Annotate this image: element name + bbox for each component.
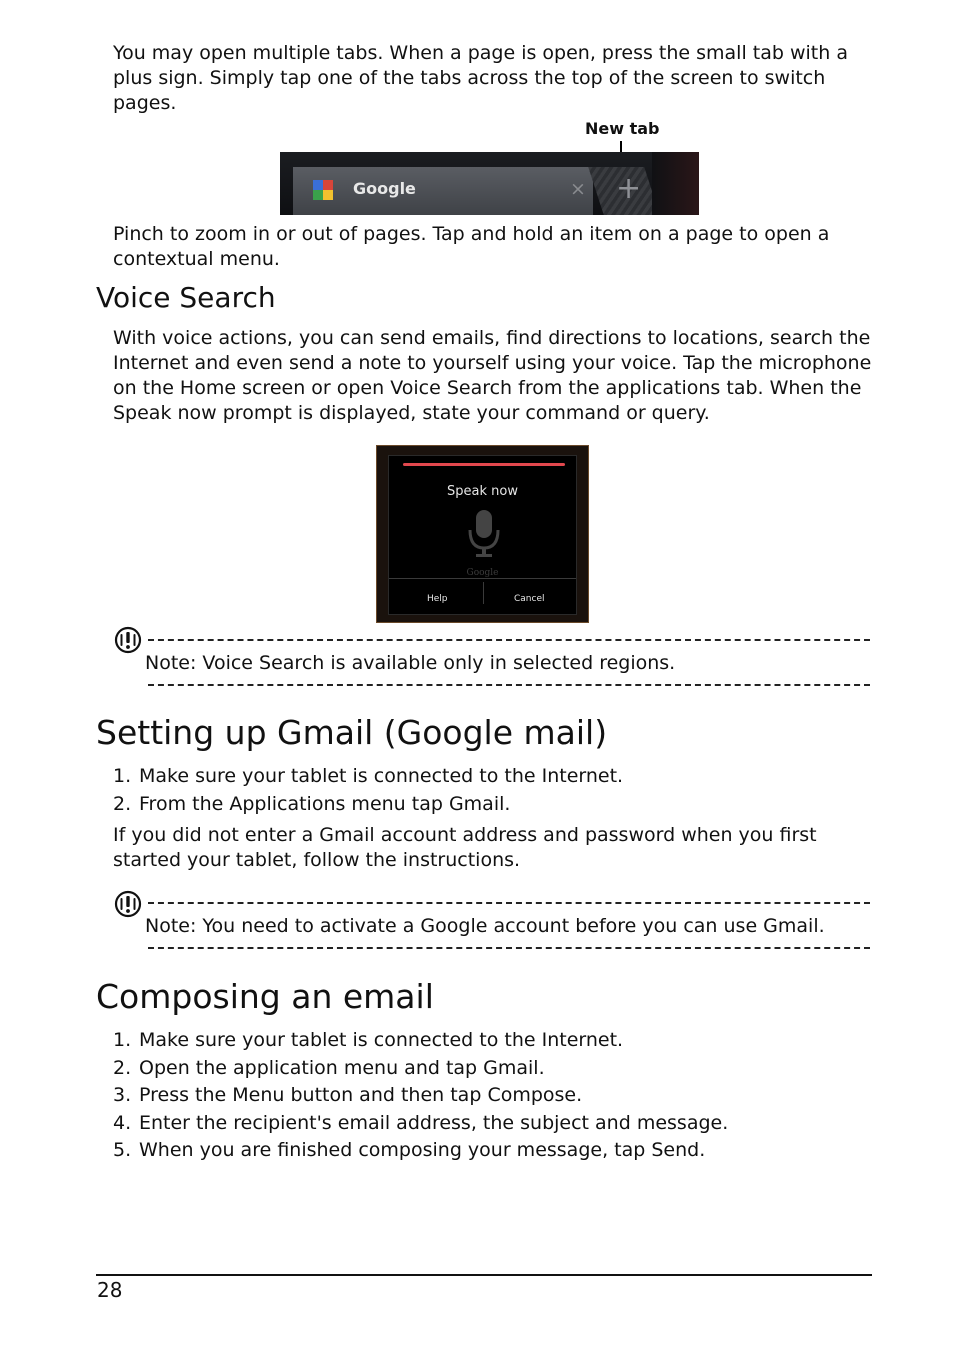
tab-title: Google [353, 179, 416, 198]
note-bottom-rule [148, 947, 870, 949]
voice-search-dialog-image [376, 445, 589, 623]
help-button: Help [427, 594, 448, 604]
speak-now-title: Speak now [447, 484, 518, 499]
close-icon: × [570, 178, 586, 200]
browser-tab [293, 167, 593, 215]
composing-heading: Composing an email [96, 977, 434, 1016]
note-top-rule [148, 902, 870, 904]
list-item: 2. From the Applications menu tap Gmail. [113, 792, 511, 815]
gmail-setup-heading: Setting up Gmail (Google mail) [96, 713, 608, 752]
list-item: 2. Open the application menu and tap Gmail. [113, 1056, 545, 1079]
list-item: 4. Enter the recipient's email address, the subject and message. [113, 1111, 729, 1134]
note-warning-icon [114, 626, 142, 654]
gmail-note: Note: You need to activate a Google account before you can use Gmail. [145, 915, 825, 937]
compose-steps-list [113, 1027, 873, 1165]
new-tab-callout: New tab [585, 119, 660, 138]
voice-search-heading: Voice Search [96, 281, 276, 314]
list-item: 1. Make sure your tablet is connected to the Internet. [113, 765, 624, 787]
voice-note: Note: Voice Search is available only in selected regions. [145, 652, 676, 674]
plus-icon: + [616, 171, 642, 206]
note-warning-icon [114, 890, 142, 918]
list-item: 5. When you are finished composing your message, tap Send. [113, 1139, 706, 1161]
gmail-steps-list [113, 763, 873, 818]
gmail-paragraph: If you did not enter a Gmail account address and password when you first started your tablet, follow the instructions. [113, 824, 817, 871]
list-item: 1. Make sure your tablet is connected to the Internet. [113, 1029, 624, 1051]
note-top-rule [148, 639, 870, 641]
cancel-button: Cancel [514, 594, 545, 604]
browser-tab-bar-image [280, 152, 699, 215]
microphone-icon [467, 510, 501, 560]
listening-bar [403, 463, 565, 466]
google-favicon-icon [313, 180, 333, 200]
page-number: 28 [97, 1278, 123, 1302]
google-brand: Google [466, 568, 499, 578]
voice-search-paragraph: With voice actions, you can send emails, find directions to locations, search the Internet and even send a note to yourself using your voice. Tap the microphone on the Home screen or open Voice Search from the applications tab. When the Speak now prompt is displayed, state your command or query. [113, 327, 872, 424]
footer-rule [96, 1274, 872, 1276]
intro-paragraph: You may open multiple tabs. When a page is open, press the small tab with a plus sign. Simply tap one of the tabs across the top of the screen to switch pages. [113, 42, 848, 114]
note-bottom-rule [148, 684, 870, 686]
list-item: 3. Press the Menu button and then tap Compose. [113, 1084, 583, 1106]
tab-bar-edge [652, 152, 699, 215]
pinch-paragraph: Pinch to zoom in or out of pages. Tap and hold an item on a page to open a contextual menu. [113, 223, 830, 270]
